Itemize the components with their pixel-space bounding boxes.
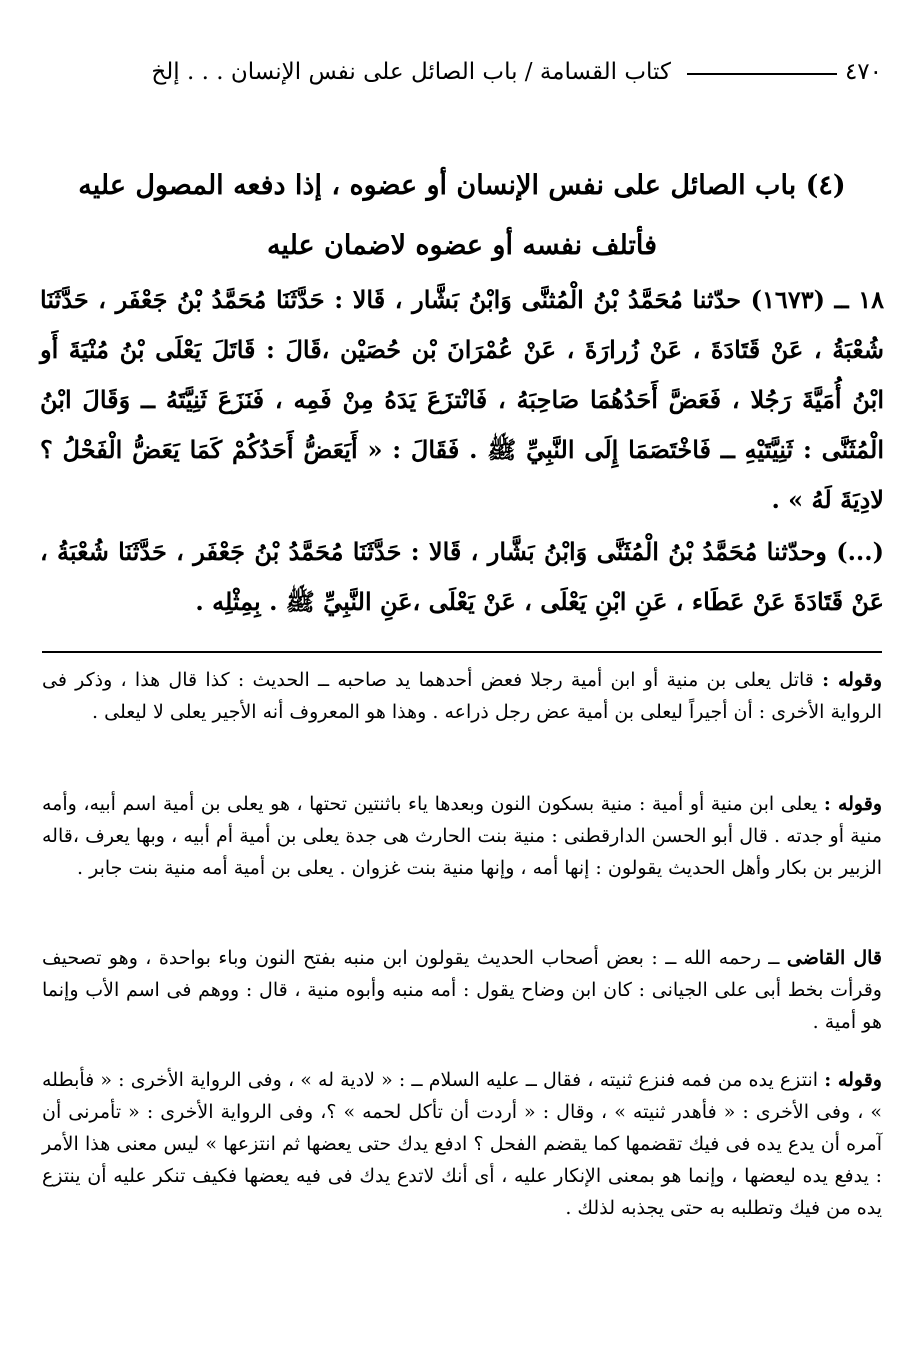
commentary-text: ــ رحمه الله ــ : بعض أصحاب الحديث يقولون ابن منبه بفتح النون وباء بواحدة ، وهو تصحيف وقرأت بخط أبى على الجيانى : كان ابن وضاح يقول : أمه منبه وأبوه منية ، قال : ووهم فى اسم الأب وإنما هو أمية . <box>42 947 882 1033</box>
commentary-paragraph <box>42 1064 882 1224</box>
running-header <box>42 52 882 92</box>
commentary-text: قاتل يعلى بن منية أو ابن أمية رجلا فعض أحدهما يد صاحبه ــ الحديث : كذا قال هذا ، وذكر فى الرواية الأخرى : أن أجيراً ليعلى بن أمية عض رجل ذراعه . وهذا هو المعروف أنه الأجير يعلى لا ليعلى . <box>42 669 882 723</box>
commentary-paragraph <box>42 942 882 1038</box>
commentary-lead: وقوله : <box>824 1069 882 1091</box>
commentary-text: يعلى ابن منية أو أمية : منية بسكون النون وبعدها ياء باثنتين تحتها ، هو يعلى بن أمية اسم أبيه، وأمه منية أو جدته . قال أبو الحسن الدارقطنى : منية بنت الحارث هى جدة يعلى بن أمية أم أبيه ، وبها يعرف ،قاله الزبير بن بكار وأهل الحديث يقولون : إنها أمه ، وإنها منية بنت غزوان . يعلى بن أمية أمه منية بنت جابر . <box>42 793 882 879</box>
commentary-lead: وقوله : <box>822 669 882 691</box>
commentary-lead: وقوله : <box>823 793 882 815</box>
hadith-text: (...) وحدّثنا مُحَمَّدُ بْنُ الْمُثَنَّى وَابْنُ بَشَّار ، قَالا : حَدَّثَنَا مُحَمَّدُ بْنُ جَعْفَر ، حَدَّثَنَا شُعْبَةُ ، عَنْ قَتَادَةَ عَنْ عَطَاء ، عَنِ ابْنِ يَعْلَى ، عَنْ يَعْلَى ،عَنِ النَّبِيِّ ﷺ . بِمِثْلِه . <box>40 537 884 616</box>
commentary-paragraph <box>42 664 882 728</box>
commentary-text: انتزع يده من فمه فنزع ثنيته ، فقال ــ عليه السلام ــ : « لادية له » ، وفى الرواية الأخرى : « فأبطله » ، وفى الأخرى : « فأهدر ثنيته » ، وقال : « أردت أن تأكل لحمه » ؟، وفى الرواية الأخرى : « تأمرنى أن آمره أن يدع يده فى فيك تقضمها كما يقضم الفحل ؟ ادفع يدك حتى يعضها ثم انتزعها » ليس معنى هذا الأمر : يدفع يده ليعضها ، وإنما هو بمعنى الإنكار عليه ، أى أنك لاتدع يدك فى فيه يعضها فكيف تنكر عليه أن ينتزع يده من فيك وتطلبه به حتى يجذبه لذلك . <box>42 1069 882 1219</box>
chapter-title: (٤) باب الصائل على نفس الإنسان أو عضوه ، إذا دفعه المصول عليه فأتلف نفسه أو عضوه لاضمان عليه <box>78 170 846 261</box>
header-rule <box>687 73 837 75</box>
running-title: كتاب القسامة / باب الصائل على نفس الإنسان . . . إلخ <box>151 59 671 85</box>
commentary-lead: قال القاضى <box>786 947 882 969</box>
hadith-text: ١٨ ــ (١٦٧٣) حدّثنا مُحَمَّدُ بْنُ الْمُثنَّى وَابْنُ بَشَّار ، قَالا : حَدَّثَنَا مُحَمَّدُ بْنُ جَعْفَر ، حَدَّثَنَا شُعْبَةُ ، عَنْ قَتَادَةَ ، عَنْ زُرارَةَ ، عَنْ عُمْرَانَ بْن حُصَيْن ،قَالَ : قَاتَلَ يَعْلَى بْنُ مُنْيَةَ أَو ابْنُ أُمَيَّةَ رَجُلا ، فَعَضَّ أَحَدُهُمَا صَاحِبَهُ ، فَانْتزَعَ يَدَهُ مِنْ فَمِه ، فَنَزَعَ ثَنِيَّتَهُ ــ وَقَالَ ابْنُ الْمُثَنَّى : ثَنِيَّتَيْهِ ــ فَاخْتَصَمَا إِلَى النَّبِيِّ ﷺ . فَقَالَ : « أَيَعَضُّ أَحَدُكُمْ كَمَا يَعَضُّ الْفَحْلُ ؟ لادِيَةَ لَهُ » . <box>40 285 884 514</box>
commentary-paragraph <box>42 788 882 884</box>
footnote-separator <box>42 651 882 653</box>
page-number: ٤٧٠ <box>844 59 882 85</box>
